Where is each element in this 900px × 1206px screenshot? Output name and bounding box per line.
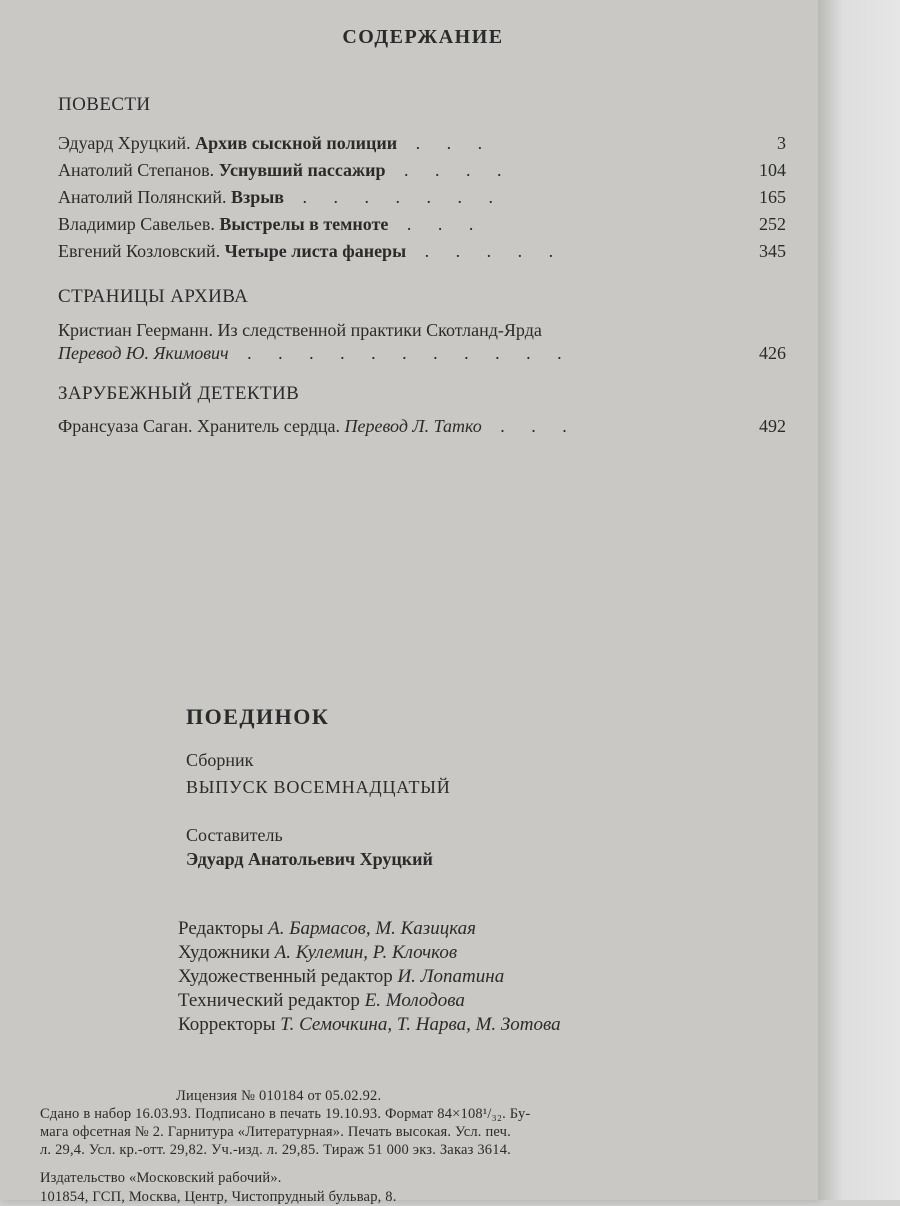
entry-title: Четыре листа фанеры [224, 241, 407, 261]
credit-names: Е. Молодова [364, 990, 465, 1011]
credit-line [178, 966, 504, 988]
entry-translator: Перевод Ю. Якимович [58, 343, 229, 363]
credit-role: Корректоры [178, 1014, 276, 1035]
credit-role: Художники [178, 942, 270, 963]
entry-page-number: 165 [759, 187, 786, 207]
entry-leader-dots: . . . . . . . . . . . [247, 343, 573, 363]
entry-leader-dots: . . . . . . . [302, 187, 504, 207]
entry-leader-dots: . . . . [403, 160, 513, 180]
section-heading-povesti: ПОВЕСТИ [58, 94, 151, 115]
toc-entry [58, 318, 786, 342]
imprint-line: л. 29,4. Усл. кр.-отт. 29,82. Уч.-изд. л. 29,85. Тираж 51 000 экз. Заказ 3614. [40, 1142, 511, 1158]
credit-line [178, 990, 465, 1012]
credit-role: Технический редактор [178, 990, 360, 1011]
section-heading-zarubezhny-detektiv: ЗАРУБЕЖНЫЙ ДЕТЕКТИВ [58, 383, 300, 404]
toc-entry [58, 185, 786, 209]
entry-title: Из следственной практики Скотланд-Ярда [217, 320, 542, 340]
publisher-line: Издательство «Московский рабочий». [40, 1170, 282, 1186]
imprint-line: Сдано в набор 16.03.93. Подписано в печать 19.10.93. Формат 84×108¹/₃₂. Бу- [40, 1106, 531, 1122]
entry-title: Архив сыскной полиции [195, 133, 398, 153]
toc-entry [58, 414, 786, 438]
book-issue: ВЫПУСК ВОСЕМНАДЦАТЫЙ [186, 777, 451, 797]
credit-line [178, 942, 457, 964]
entry-leader-dots: . . . . . [424, 241, 565, 261]
entry-page-number: 345 [759, 241, 786, 261]
license-line: Лицензия № 010184 от 05.02.92. [176, 1088, 382, 1104]
page-edge [818, 0, 900, 1200]
toc-entry [58, 212, 786, 236]
entry-page-number: 492 [759, 416, 786, 436]
entry-page-number: 3 [777, 133, 786, 153]
toc-entry [58, 158, 786, 182]
compiler-name: Эдуард Анатольевич Хруцкий [186, 849, 433, 869]
entry-title: Выстрелы в темноте [219, 214, 389, 234]
compiler-label: Составитель [186, 825, 283, 845]
entry-title: Уснувший пассажир [218, 160, 386, 180]
entry-title: Хранитель сердца. [196, 416, 340, 436]
entry-title: Взрыв [230, 187, 284, 207]
credit-line [178, 918, 476, 940]
entry-author: Кристиан Геерманн. [58, 320, 214, 340]
credit-names: Т. Семочкина, Т. Нарва, М. Зотова [280, 1014, 561, 1035]
entry-author: Эдуард Хруцкий. [58, 133, 191, 153]
credit-names: И. Лопатина [397, 966, 505, 987]
toc-heading: СОДЕРЖАНИЕ [342, 26, 504, 48]
entry-author: Евгений Козловский. [58, 241, 221, 261]
entry-page-number: 104 [759, 160, 786, 180]
credit-role: Художественный редактор [178, 966, 393, 987]
credit-line [178, 1014, 561, 1036]
toc-entry [58, 131, 786, 155]
credit-names: А. Бармасов, М. Казицкая [268, 918, 476, 939]
entry-author: Франсуаза Саган. [58, 416, 193, 436]
toc-entry-continuation [58, 341, 786, 365]
book-type: Сборник [186, 750, 254, 770]
imprint-line: мага офсетная № 2. Гарнитура «Литературная». Печать высокая. Усл. печ. [40, 1124, 511, 1140]
toc-entry [58, 239, 786, 263]
entry-author: Владимир Савельев. [58, 214, 215, 234]
entry-author: Анатолий Степанов. [58, 160, 215, 180]
address-line: 101854, ГСП, Москва, Центр, Чистопрудный бульвар, 8. [40, 1189, 397, 1205]
credit-names: А. Кулемин, Р. Клочков [274, 942, 458, 963]
book-title: ПОЕДИНОК [186, 704, 330, 729]
entry-translator: Перевод Л. Татко [344, 416, 482, 436]
entry-page-number: 252 [759, 214, 786, 234]
entry-leader-dots: . . . [500, 416, 578, 436]
entry-leader-dots: . . . [415, 133, 494, 153]
entry-leader-dots: . . . [406, 214, 485, 234]
entry-author: Анатолий Полянский. [58, 187, 227, 207]
section-heading-stranitsy-arkhiva: СТРАНИЦЫ АРХИВА [58, 286, 249, 307]
credit-role: Редакторы [178, 918, 264, 939]
entry-page-number: 426 [759, 343, 786, 363]
